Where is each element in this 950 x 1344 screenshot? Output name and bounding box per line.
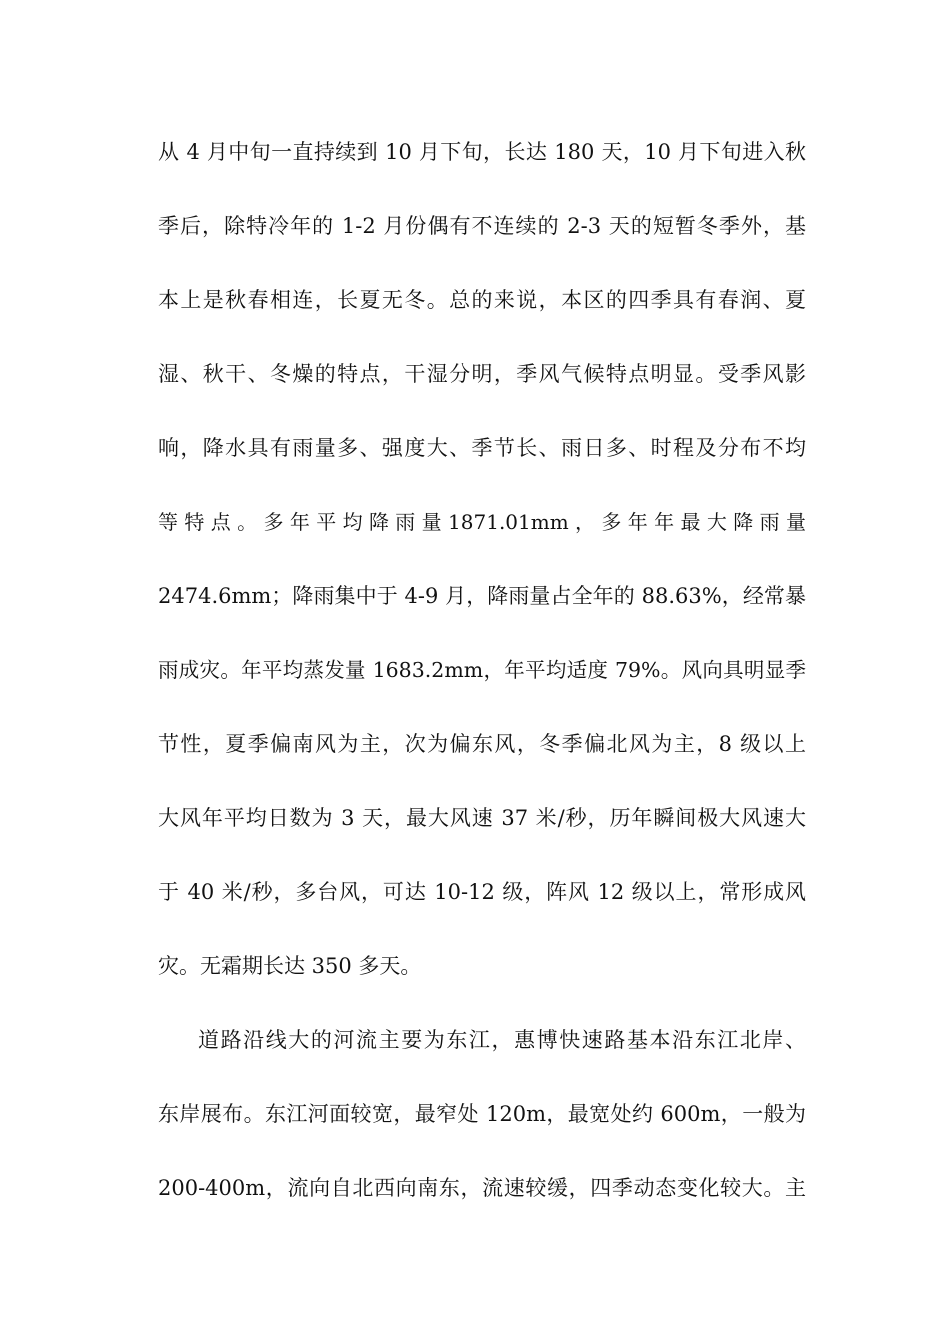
text-line: 等 特 点 。 多 年 平 均 降 雨 量 1871.01mm ， 多 年 年 最 大 降 雨 量 [158,510,806,534]
text-line: 响，降水具有雨量多、强度大、季节长、雨日多、时程及分布不均 [158,436,806,460]
text-line: 灾。无霜期长达 350 多天。 [158,954,422,978]
text-line: 于 40 米/秒，多台风，可达 10-12 级，阵风 12 级以上，常形成风 [158,880,806,904]
text-line: 200-400m，流向自北西向南东，流速较缓，四季动态变化较大。主 [158,1176,806,1200]
text-line: 湿、秋干、冬燥的特点，干湿分明，季风气候特点明显。受季风影 [158,362,806,386]
text-line: 本上是秋春相连，长夏无冬。总的来说，本区的四季具有春润、夏 [158,288,806,312]
text-line: 节性，夏季偏南风为主，次为偏东风，冬季偏北风为主，8 级以上 [158,732,806,756]
text-line: 雨成灾。年平均蒸发量 1683.2mm，年平均适度 79%。风向具明显季 [158,658,806,682]
text-line: 道路沿线大的河流主要为东江，惠博快速路基本沿东江北岸、 [198,1028,806,1052]
text-line: 2474.6mm；降雨集中于 4-9 月，降雨量占全年的 88.63%，经常暴 [158,584,806,608]
text-line: 季后，除特冷年的 1-2 月份偶有不连续的 2-3 天的短暂冬季外，基 [158,214,806,238]
text-line: 大风年平均日数为 3 天，最大风速 37 米/秒，历年瞬间极大风速大 [158,806,806,830]
text-line: 东岸展布。东江河面较宽，最窄处 120m，最宽处约 600m，一般为 [158,1102,806,1126]
text-line: 从 4 月中旬一直持续到 10 月下旬，长达 180 天，10 月下旬进入秋 [158,140,806,164]
